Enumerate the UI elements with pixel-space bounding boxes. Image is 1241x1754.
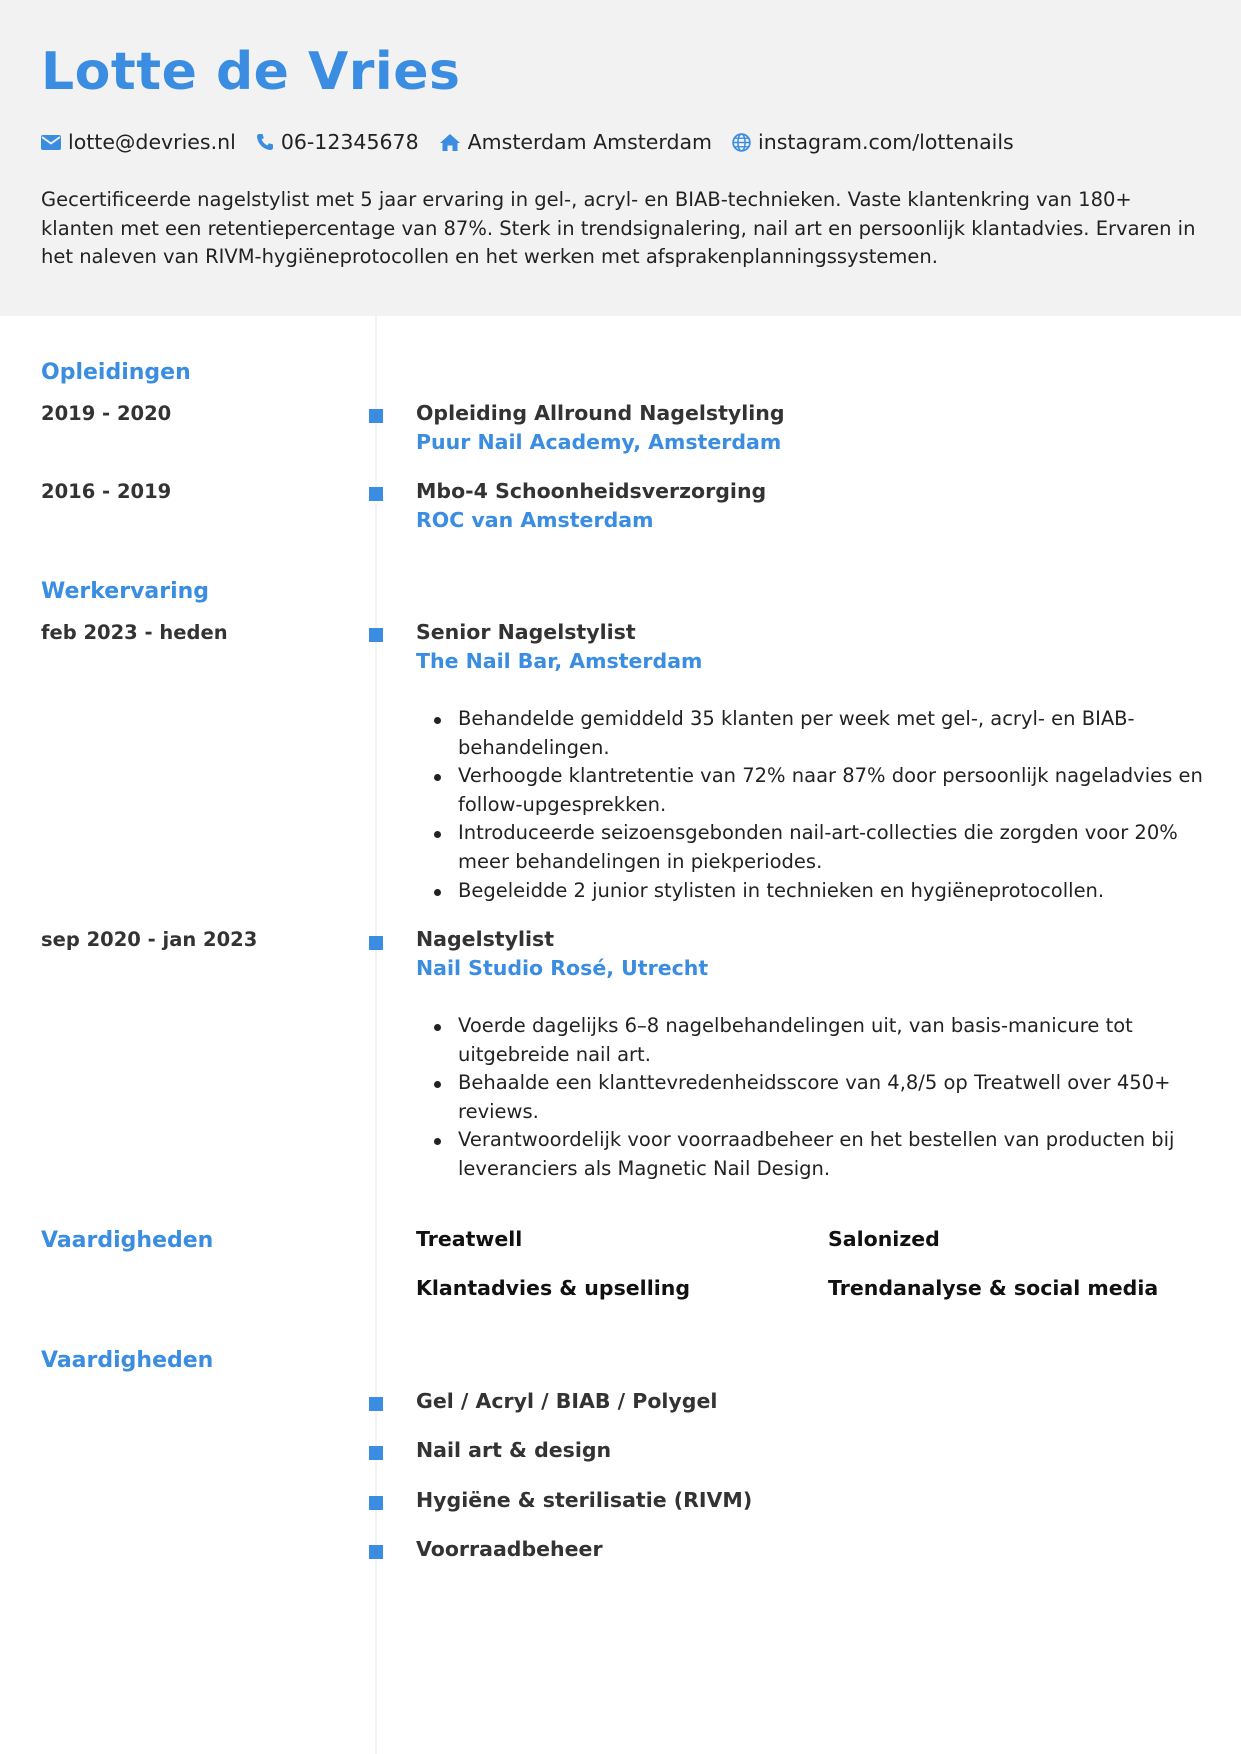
list-item: Introduceerde seizoensgebonden nail-art-collecties die zorgden voor 20% meer behandelingen in piekperiodes.: [416, 819, 1206, 876]
skill-item: Treatwell: [416, 1227, 523, 1251]
timeline-marker: [369, 936, 383, 950]
home-icon: [439, 133, 461, 152]
job-company: Nail Studio Rosé, Utrecht: [416, 956, 709, 980]
skill-item: Klantadvies & upselling: [416, 1276, 691, 1300]
education-date: 2019 - 2020: [41, 402, 172, 425]
envelope-icon: [41, 135, 61, 150]
job-achievements: [416, 705, 1206, 905]
experience-heading: Werkervaring: [41, 579, 210, 604]
skill-list-item: Nail art & design: [416, 1438, 612, 1462]
job-achievements: [416, 1012, 1206, 1184]
education-date: 2016 - 2019: [41, 480, 172, 503]
education-institution: ROC van Amsterdam: [416, 508, 654, 532]
website-text: instagram.com/lottenails: [758, 130, 1014, 154]
education-title: Opleiding Allround Nagelstyling: [416, 401, 785, 425]
contact-location: [439, 130, 712, 154]
phone-icon: [256, 133, 274, 151]
skills-heading: Vaardigheden: [41, 1228, 214, 1253]
skill-list-item: Hygiëne & sterilisatie (RIVM): [416, 1488, 753, 1512]
timeline-marker: [369, 628, 383, 642]
header: [0, 0, 1241, 316]
list-item: Behandelde gemiddeld 35 klanten per week met gel-, acryl- en BIAB-behandelingen.: [416, 705, 1206, 762]
phone-text: 06-12345678: [280, 130, 419, 154]
skills-list-heading: Vaardigheden: [41, 1348, 214, 1373]
list-item: Behaalde een klanttevredenheidsscore van 4,8/5 op Treatwell over 450+ reviews.: [416, 1069, 1206, 1126]
job-title: Senior Nagelstylist: [416, 620, 636, 644]
timeline-divider: [375, 316, 377, 1754]
timeline-marker: [369, 1545, 383, 1559]
job-company: The Nail Bar, Amsterdam: [416, 649, 703, 673]
timeline-marker: [369, 409, 383, 423]
candidate-name: Lotte de Vries: [41, 42, 461, 102]
globe-icon: [732, 133, 751, 152]
experience-date: feb 2023 - heden: [41, 621, 228, 644]
skill-item: Salonized: [828, 1227, 940, 1251]
timeline-marker: [369, 1446, 383, 1460]
timeline-marker: [369, 1397, 383, 1411]
contact-bar: [41, 128, 1034, 156]
list-item: Verhoogde klantretentie van 72% naar 87% door persoonlijk nageladvies en follow-upgesprekken.: [416, 762, 1206, 819]
contact-phone[interactable]: [256, 130, 419, 154]
list-item: Begeleidde 2 junior stylisten in technieken en hygiëneprotocollen.: [416, 877, 1206, 906]
timeline-marker: [369, 1496, 383, 1510]
contact-email[interactable]: [41, 130, 236, 154]
skill-item: Trendanalyse & social media: [828, 1276, 1159, 1300]
email-text: lotte@devries.nl: [68, 130, 236, 154]
skill-list-item: Voorraadbeheer: [416, 1537, 603, 1561]
profile-summary: Gecertificeerde nagelstylist met 5 jaar ervaring in gel-, acryl- en BIAB-technieken. Vaste klantenkring van 180+ klanten met een retentiepercentage van 87%. Sterk in trendsignalering, nail art en persoonlijk klantadvies. Ervaren in het naleven van RIVM-hygiëneprotocollen en het werken met afsprakenplanningssystemen.: [41, 188, 1196, 268]
location-text: Amsterdam Amsterdam: [467, 130, 713, 154]
skill-list-item: Gel / Acryl / BIAB / Polygel: [416, 1389, 718, 1413]
job-title: Nagelstylist: [416, 927, 555, 951]
experience-date: sep 2020 - jan 2023: [41, 928, 258, 951]
list-item: Voerde dagelijks 6–8 nagelbehandelingen uit, van basis-manicure tot uitgebreide nail art.: [416, 1012, 1206, 1069]
timeline-marker: [369, 487, 383, 501]
contact-website[interactable]: [732, 130, 1014, 154]
education-institution: Puur Nail Academy, Amsterdam: [416, 430, 782, 454]
education-title: Mbo-4 Schoonheidsverzorging: [416, 479, 767, 503]
education-heading: Opleidingen: [41, 360, 191, 385]
list-item: Verantwoordelijk voor voorraadbeheer en het bestellen van producten bij leveranciers als Magnetic Nail Design.: [416, 1126, 1206, 1183]
